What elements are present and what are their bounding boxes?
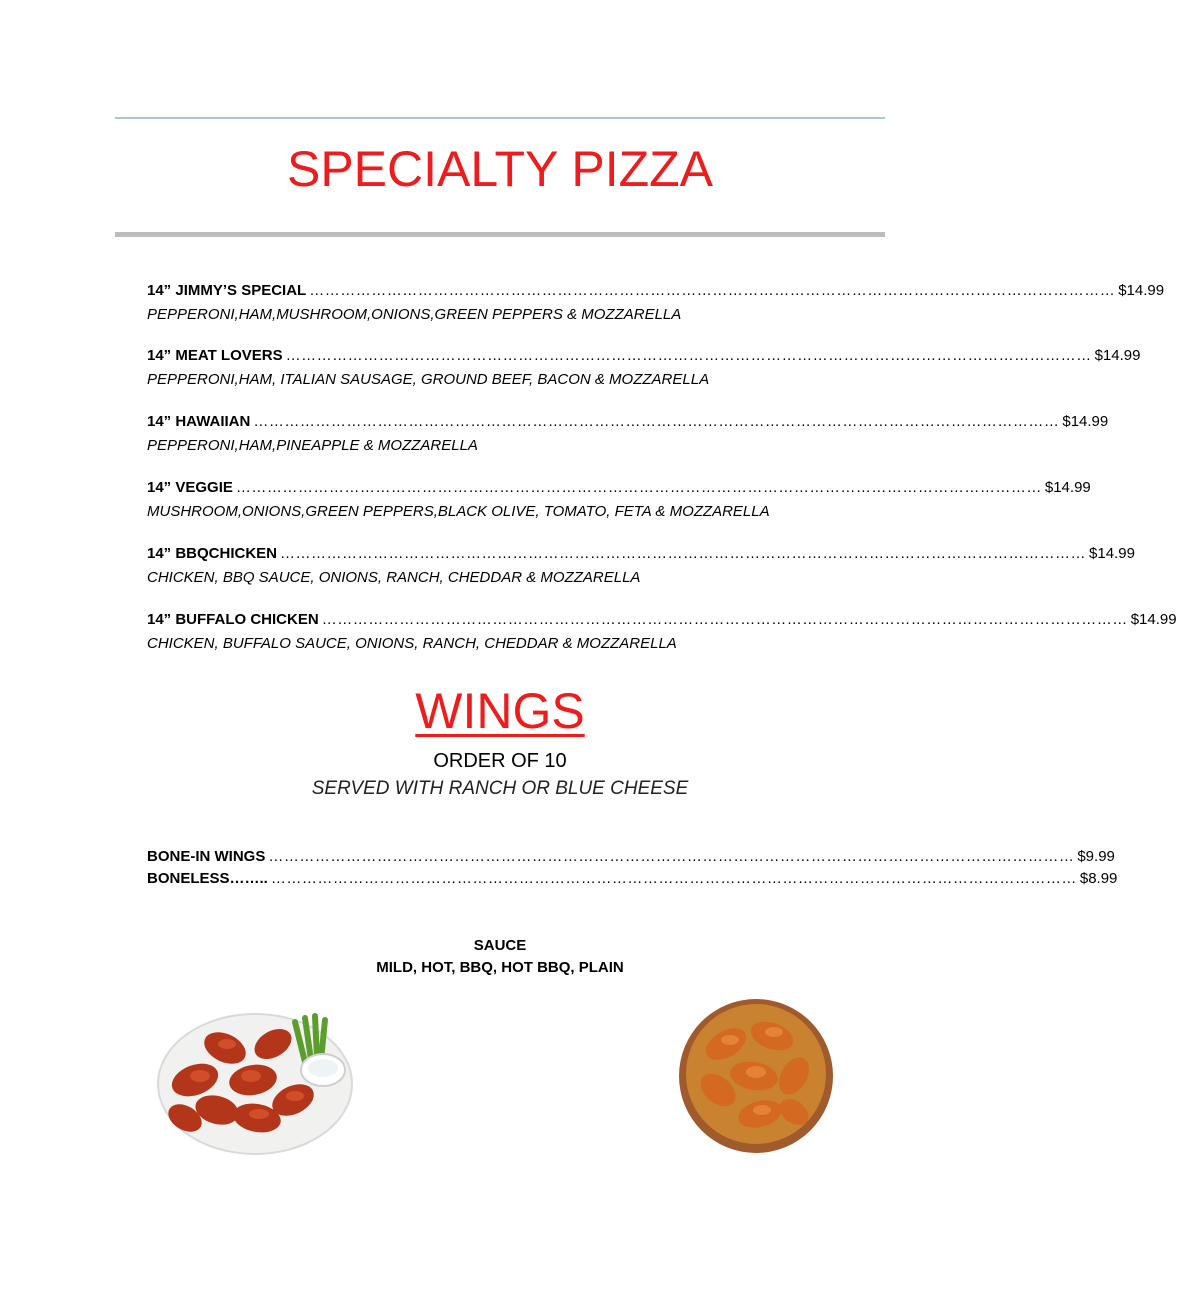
item-description: CHICKEN, BUFFALO SAUCE, ONIONS, RANCH, CHEDDAR & MOZZARELLA (147, 635, 677, 652)
item-price: $14.99 (1094, 347, 1141, 364)
sauce-list: MILD, HOT, BBQ, HOT BBQ, PLAIN (376, 959, 624, 976)
item-name: 14” BBQCHICKEN (147, 545, 278, 562)
item-description: CHICKEN, BBQ SAUCE, ONIONS, RANCH, CHEDDAR & MOZZARELLA (147, 569, 641, 586)
item-name: BONE-IN WINGS (147, 848, 266, 865)
wings-bowl-photo (676, 994, 836, 1154)
item-price: $14.99 (1118, 282, 1165, 299)
dot-leader: ………………………………………………………………………………………………………………………………………… (270, 870, 1077, 887)
dot-leader: ………………………………………………………………………………………………………………………………………… (268, 848, 1075, 865)
item-name: 14” MEAT LOVERS (147, 347, 283, 364)
dot-leader: ………………………………………………………………………………………………………………………………………… (253, 413, 1060, 430)
wings-served-with: SERVED WITH RANCH OR BLUE CHEESE (311, 778, 689, 799)
item-name: 14” VEGGIE (147, 479, 233, 496)
item-name: 14” BUFFALO CHICKEN (147, 611, 319, 628)
dot-leader: ………………………………………………………………………………………………………………………………………… (280, 545, 1087, 562)
item-price: $14.99 (1044, 479, 1091, 496)
dot-leader: ………………………………………………………………………………………………………………………………………… (235, 479, 1042, 496)
top-rule (115, 117, 885, 119)
wings-title-text: WINGS (415, 683, 585, 739)
dot-leader: ………………………………………………………………………………………………………………………………………… (309, 282, 1116, 299)
dot-leader: ………………………………………………………………………………………………………………………………………… (321, 611, 1128, 628)
item-name: 14” JIMMY’S SPECIAL (147, 282, 307, 299)
menu-item (147, 848, 1115, 870)
title-underline-rule (115, 232, 885, 237)
item-price: $8.99 (1079, 870, 1118, 887)
item-description: MUSHROOM,ONIONS,GREEN PEPPERS,BLACK OLIVE, TOMATO, FETA & MOZZARELLA (147, 503, 770, 520)
menu-item (147, 870, 1118, 892)
item-price: $14.99 (1130, 611, 1177, 628)
item-description: PEPPERONI,HAM,PINEAPPLE & MOZZARELLA (147, 437, 478, 454)
item-description: PEPPERONI,HAM,MUSHROOM,ONIONS,GREEN PEPPERS & MOZZARELLA (147, 306, 682, 323)
wings-platter-photo (155, 1000, 355, 1160)
item-price: $14.99 (1089, 545, 1135, 562)
item-price: $9.99 (1077, 848, 1115, 865)
menu-item (147, 545, 1135, 589)
item-description: PEPPERONI,HAM, ITALIAN SAUSAGE, GROUND BEEF, BACON & MOZZARELLA (147, 371, 710, 388)
wings-order-size: ORDER OF 10 (433, 750, 567, 772)
page-title: SPECIALTY PIZZA (286, 141, 714, 197)
menu-item (147, 282, 1165, 326)
menu-item (147, 479, 1091, 523)
menu-item (147, 611, 1177, 655)
item-name: 14” HAWAIIAN (147, 413, 251, 430)
item-name: BONELESS…….. (147, 870, 268, 887)
wings-title (0, 682, 1000, 740)
menu-item (147, 413, 1109, 457)
sauce-heading: SAUCE (473, 937, 527, 954)
menu-item (147, 347, 1141, 391)
dot-leader: ………………………………………………………………………………………………………………………………………… (285, 347, 1092, 364)
item-price: $14.99 (1062, 413, 1109, 430)
